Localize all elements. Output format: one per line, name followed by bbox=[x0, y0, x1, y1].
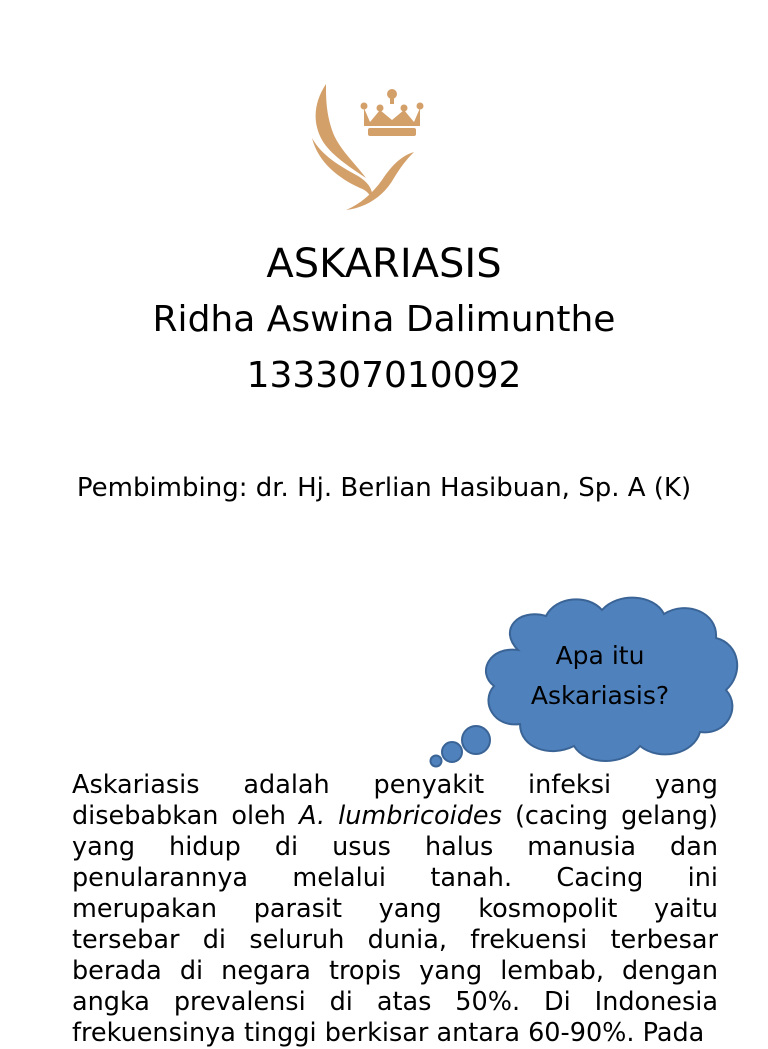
body-text-part-2: (cacing gelang) yang hidup di usus halus manusia dan penularannya melalui tanah. Cacing ini merupakan parasit yang kosmopolit yaitu tersebar di seluruh dunia, frekuensi terbesar berada di negara tropis yang lembab, dengan angka prevalensi di atas 50%. Di Indonesia frekuensinya tinggi berkisar antara 60-90%. Pada bbox=[72, 801, 718, 1048]
author-name: Ridha Aswina Dalimunthe bbox=[152, 299, 616, 340]
crown-flame-logo-icon bbox=[308, 82, 434, 212]
body-paragraph bbox=[72, 770, 718, 1049]
callout-text bbox=[500, 636, 700, 716]
species-name: A. lumbricoides bbox=[299, 801, 502, 831]
supervisor-line: Pembimbing: dr. Hj. Berlian Hasibuan, Sp. A (K) bbox=[76, 473, 692, 503]
student-id: 133307010092 bbox=[246, 355, 522, 396]
title-block bbox=[0, 236, 768, 404]
callout-line-1: Apa itu bbox=[555, 641, 645, 670]
page-title: ASKARIASIS bbox=[266, 241, 502, 287]
body-text-part-1: Askariasis adalah penyakit infeksi yang disebabkan oleh bbox=[72, 770, 718, 831]
callout-line-2: Askariasis? bbox=[530, 681, 670, 710]
